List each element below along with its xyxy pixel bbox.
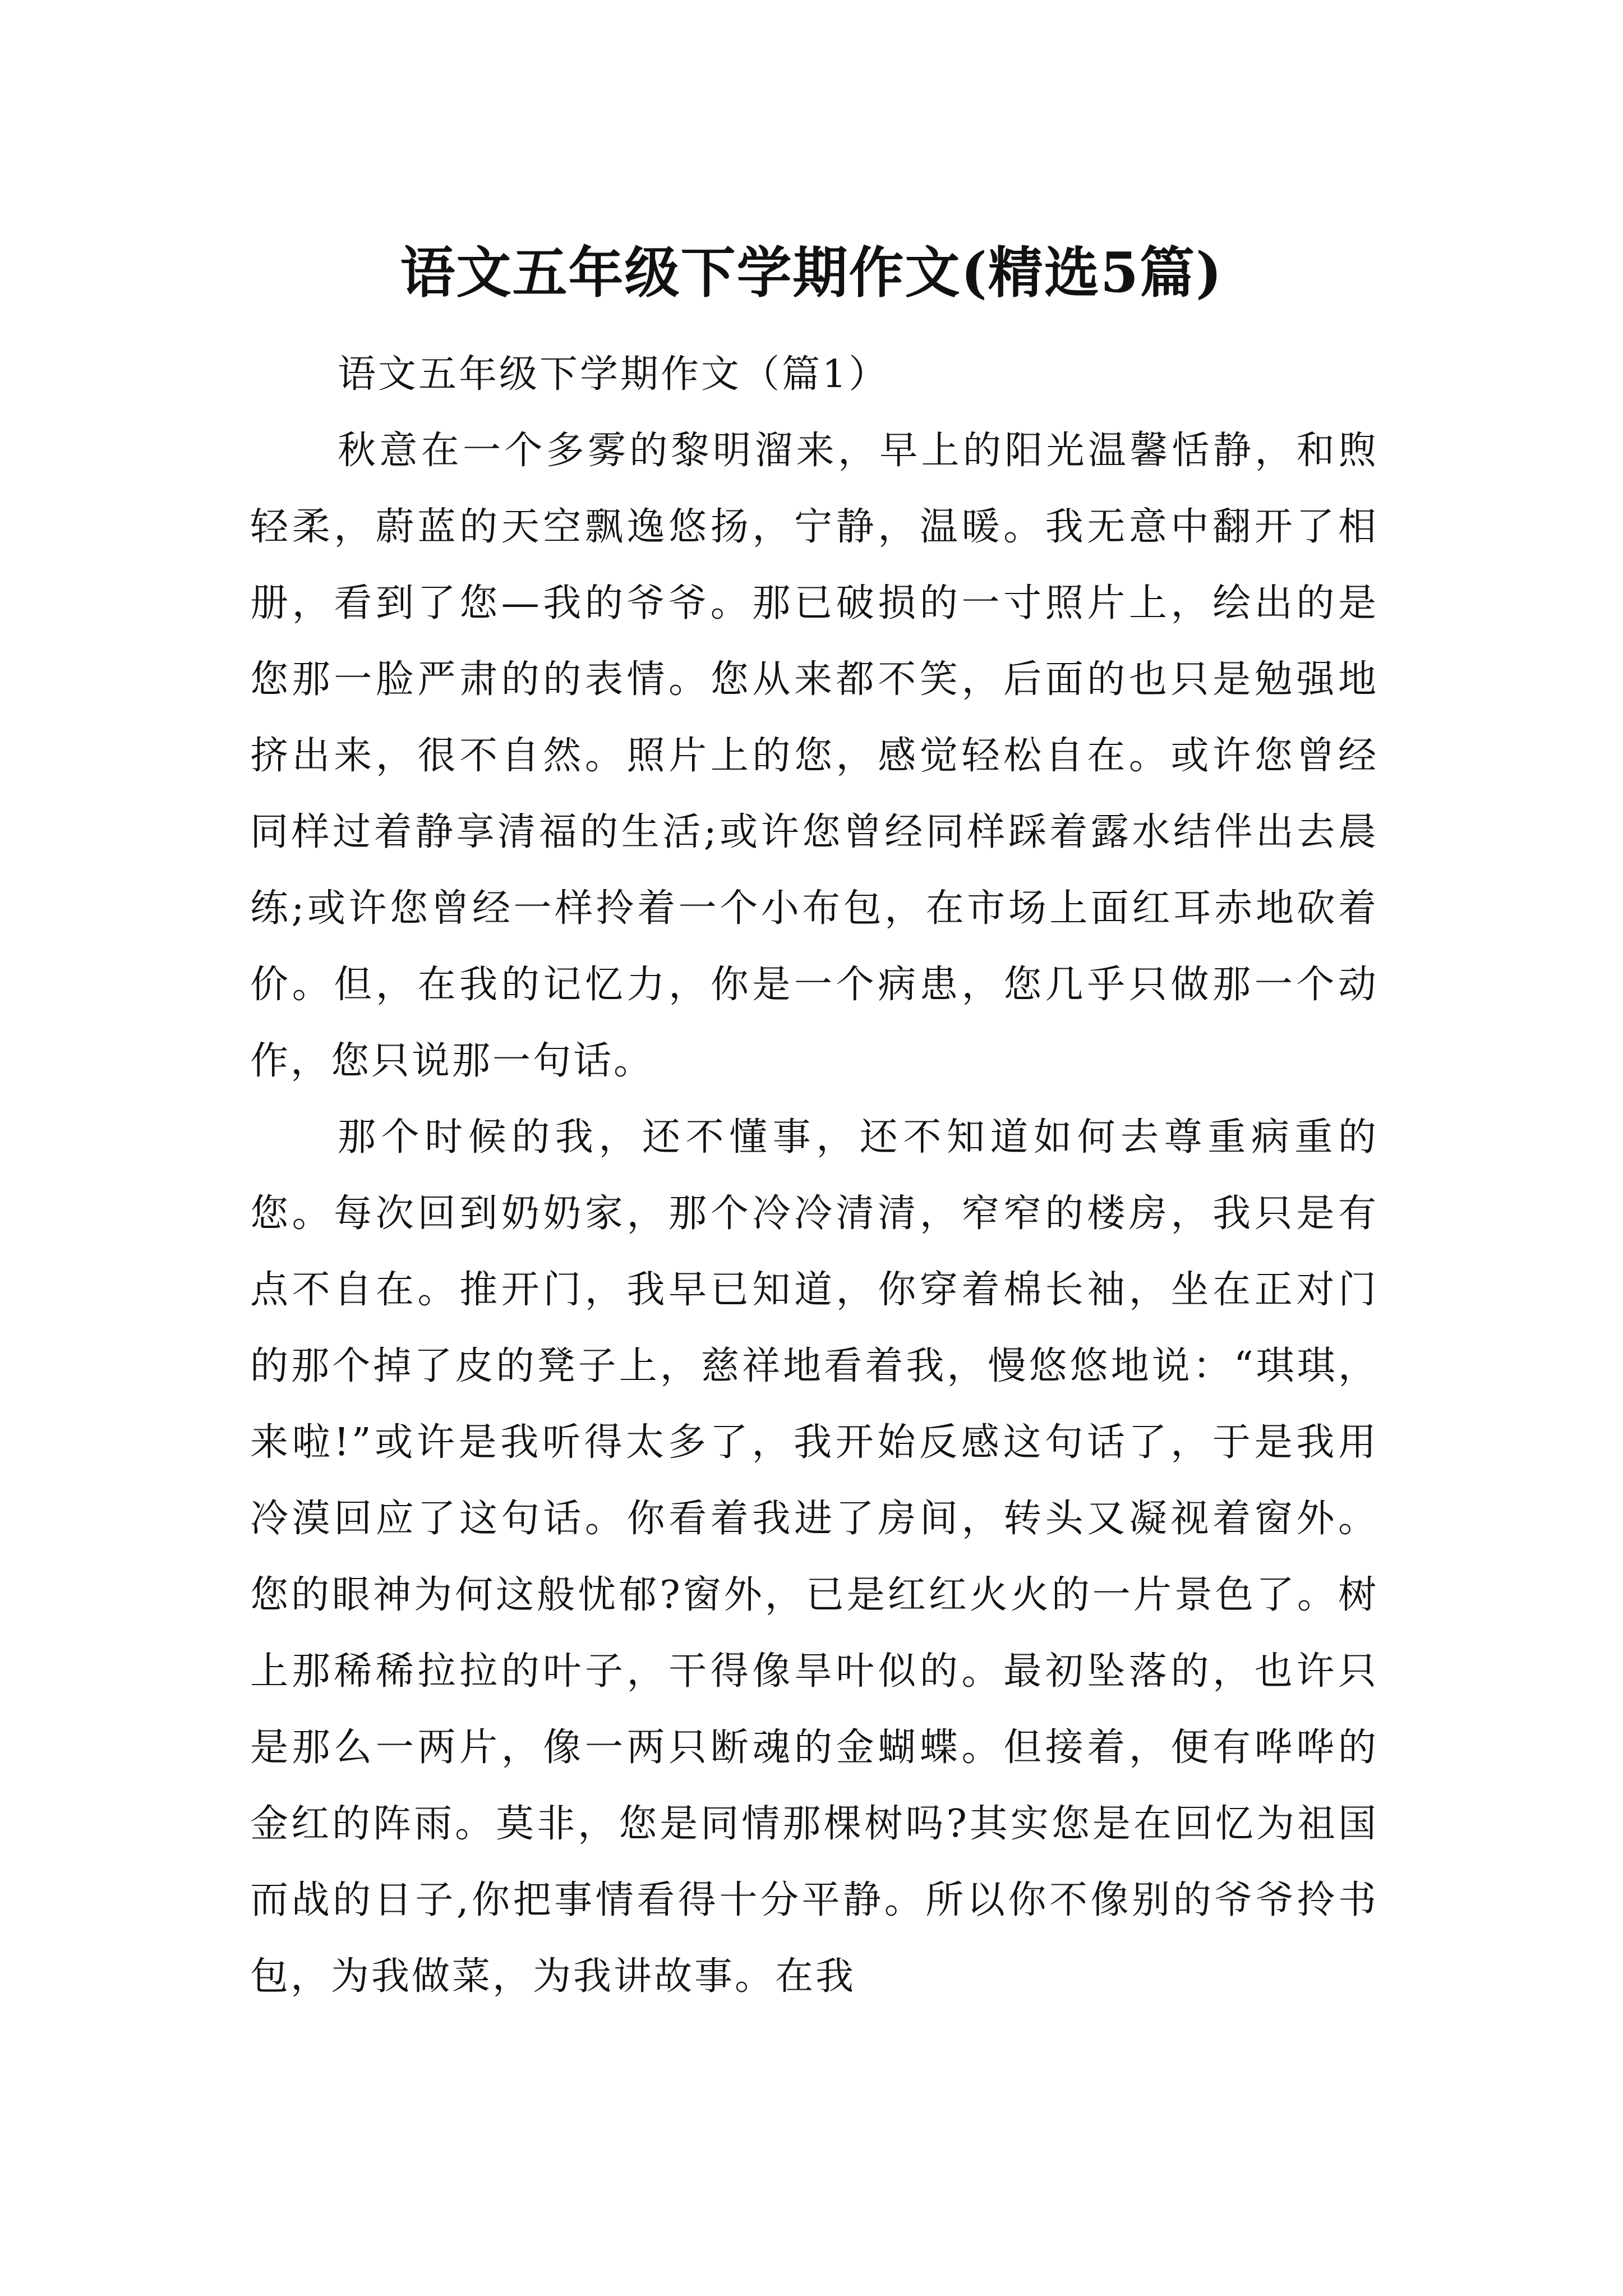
section-heading: 语文五年级下学期作文（篇1） — [338, 352, 889, 397]
paragraph-1: 秋意在一个多雾的黎明溜来，早上的阳光温馨恬静，和煦轻柔，蔚蓝的天空飘逸悠扬，宁静，温暖。我无意中翻开了相册，看到了您—我的爷爷。那已破损的一寸照片上，绘出的是您那一脸严肃的的表情。您从来都不笑，后面的也只是勉强地挤出来，很不自然。照片上的您，感觉轻松自在。或许您曾经同样过着静享清福的生活;或许您曾经同样踩着露水结伴出去晨练;或许您曾经一样拎着一个小布包，在市场上面红耳赤地砍着价。但，在我的记忆力，你是一个病患，您几乎只做那一个动作，您只说那一句话。 — [250, 429, 1378, 1083]
paragraph-2: 那个时候的我，还不懂事，还不知道如何去尊重病重的您。每次回到奶奶家，那个冷冷清清，窄窄的楼房，我只是有点不自在。推开门，我早已知道，你穿着棉长袖，坐在正对门的那个掉了皮的凳子上，慈祥地看着我，慢悠悠地说：“琪琪，来啦!”或许是我听得太多了，我开始反感这句话了，于是我用冷漠回应了这句话。你看着我进了房间，转头又凝视着窗外。您的眼神为何这般忧郁?窗外，已是红红火火的一片景色了。树上那稀稀拉拉的叶子，干得像旱叶似的。最初坠落的，也许只是那么一两片，像一两只断魂的金蝴蝶。但接着，便有哗哗的金红的阵雨。莫非，您是同情那棵树吗?其实您是在回忆为祖国而战的日子,你把事情看得十分平静。所以你不像别的爷爷拎书包，为我做菜，为我讲故事。在我 — [250, 1115, 1378, 1999]
document-title: 语文五年级下学期作文(精选5篇) — [400, 240, 1223, 305]
document-body — [250, 337, 1378, 2015]
